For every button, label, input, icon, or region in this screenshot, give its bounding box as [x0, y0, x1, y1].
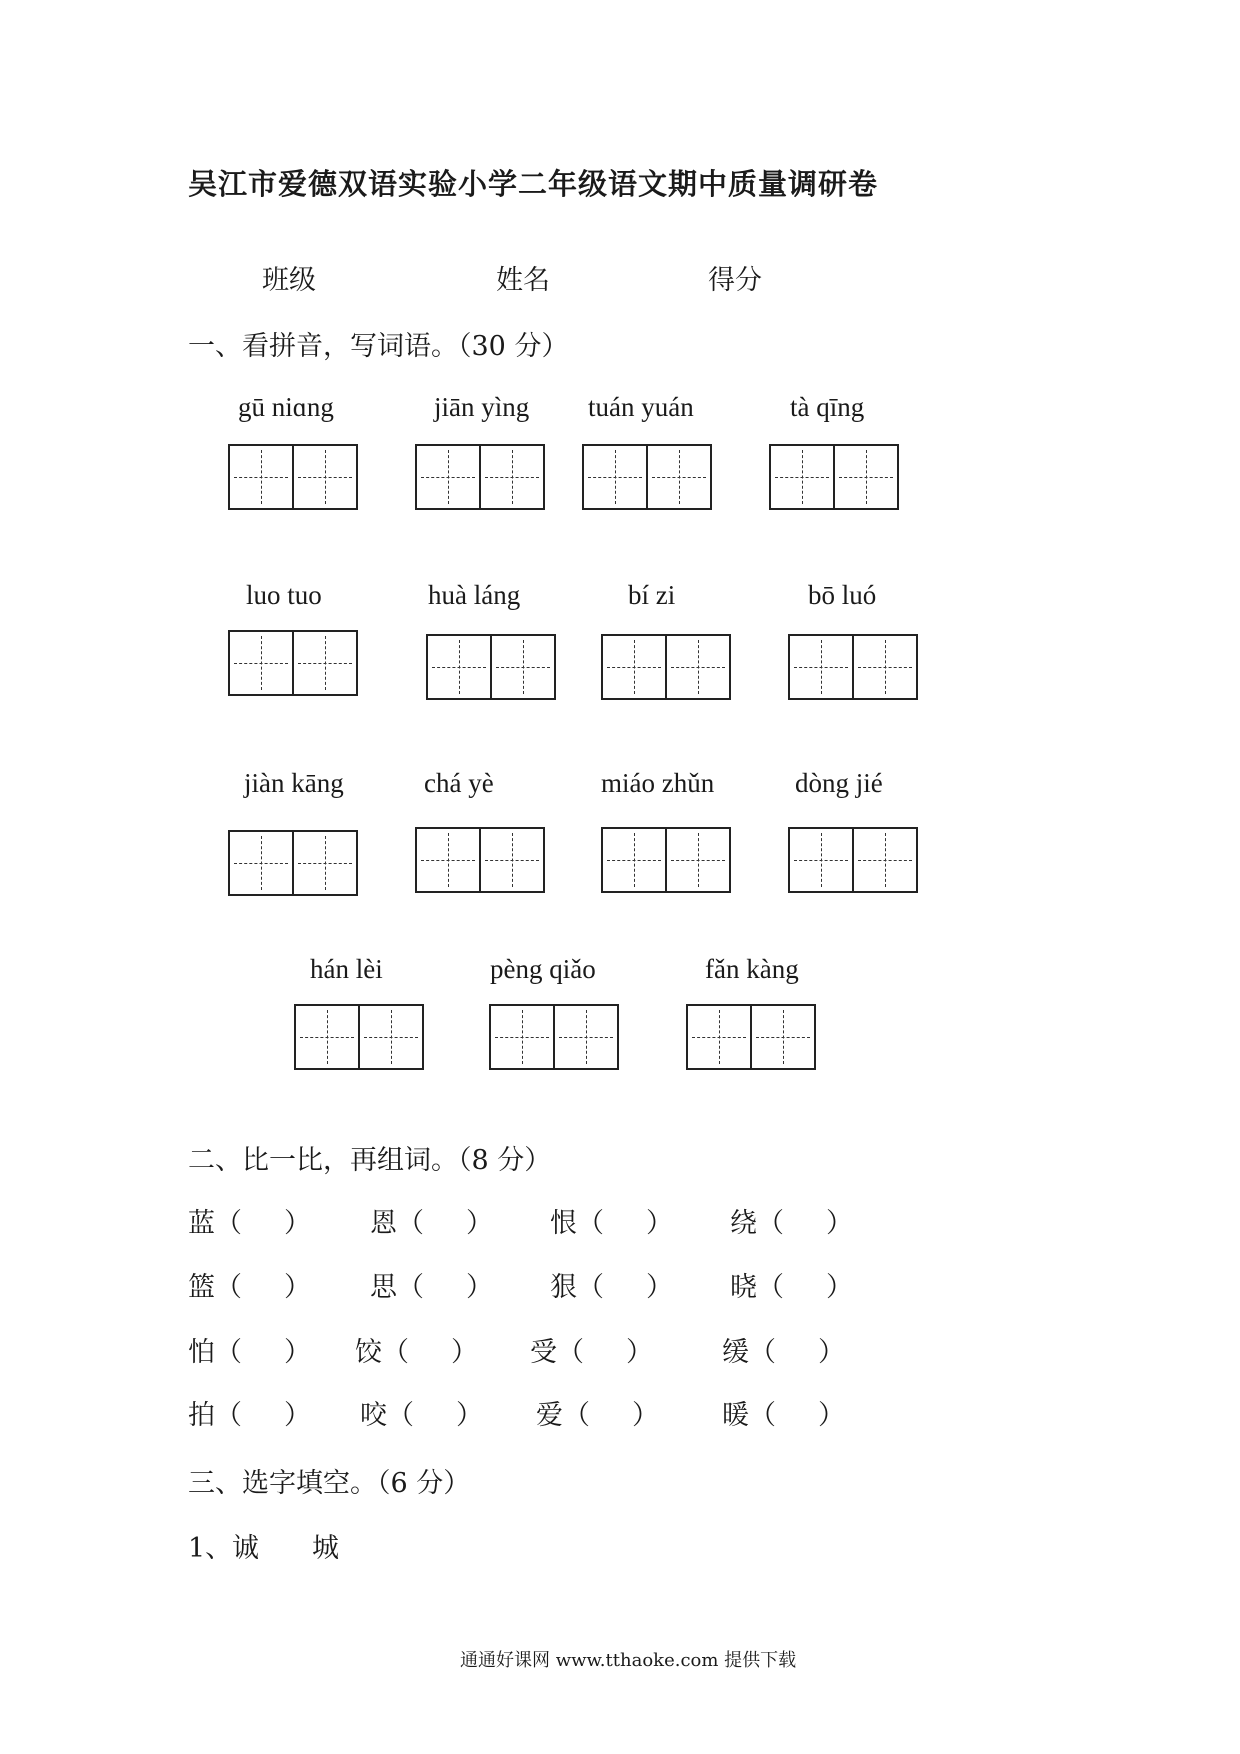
close-paren: ） — [646, 1272, 673, 1303]
writing-grid[interactable] — [788, 634, 918, 700]
compare-item — [188, 1265, 311, 1304]
open-paren: （ — [215, 1337, 242, 1368]
character-box[interactable] — [481, 827, 545, 893]
open-paren: （ — [397, 1272, 424, 1303]
writing-grid[interactable] — [415, 444, 545, 510]
character-box[interactable] — [854, 827, 918, 893]
section3-heading: 三、选字填空。（6 分） — [188, 1468, 471, 1499]
character-box[interactable] — [752, 1004, 816, 1070]
character-box[interactable] — [686, 1004, 752, 1070]
compare-char: 恩 — [370, 1208, 397, 1239]
writing-grid[interactable] — [415, 827, 545, 893]
pinyin-label: jiàn kāng — [244, 768, 344, 798]
writing-grid[interactable] — [228, 630, 358, 696]
compare-char: 篮 — [188, 1272, 215, 1303]
compare-item — [530, 1330, 653, 1369]
compare-item — [550, 1265, 673, 1304]
compare-item — [536, 1393, 659, 1432]
close-paren: ） — [284, 1400, 311, 1431]
character-box[interactable] — [667, 634, 731, 700]
writing-grid[interactable] — [601, 634, 731, 700]
writing-grid[interactable] — [426, 634, 556, 700]
pinyin-label: jiān yìng — [434, 392, 530, 422]
choice-char: 城 — [312, 1533, 339, 1564]
writing-grid[interactable] — [686, 1004, 816, 1070]
compare-char: 绕 — [730, 1208, 757, 1239]
character-box[interactable] — [294, 630, 358, 696]
character-box[interactable] — [835, 444, 899, 510]
compare-char: 暖 — [722, 1400, 749, 1431]
writing-grid[interactable] — [228, 830, 358, 896]
open-paren: （ — [577, 1272, 604, 1303]
page-title: 吴江市爱德双语实验小学二年级语文期中质量调研卷 — [188, 167, 879, 201]
character-box[interactable] — [228, 630, 294, 696]
open-paren: （ — [749, 1400, 776, 1431]
score-label: 得分 — [708, 265, 762, 296]
section2-heading: 二、比一比，再组词。（8 分） — [188, 1145, 552, 1176]
close-paren: ） — [826, 1272, 853, 1303]
compare-item — [722, 1393, 845, 1432]
character-box[interactable] — [489, 1004, 555, 1070]
character-box[interactable] — [667, 827, 731, 893]
close-paren: ） — [284, 1272, 311, 1303]
writing-grid[interactable] — [788, 827, 918, 893]
compare-item — [188, 1393, 311, 1432]
compare-char: 思 — [370, 1272, 397, 1303]
open-paren: （ — [757, 1272, 784, 1303]
character-box[interactable] — [788, 634, 854, 700]
character-box[interactable] — [294, 444, 358, 510]
close-paren: ） — [626, 1337, 653, 1368]
writing-grid[interactable] — [489, 1004, 619, 1070]
compare-char: 咬 — [360, 1400, 387, 1431]
close-paren: ） — [456, 1400, 483, 1431]
open-paren: （ — [749, 1337, 776, 1368]
pinyin-label: chá yè — [424, 768, 494, 798]
open-paren: （ — [382, 1337, 409, 1368]
pinyin-label: luo tuo — [246, 580, 322, 610]
compare-char: 狠 — [550, 1272, 577, 1303]
pinyin-label: bí zi — [628, 580, 676, 610]
character-box[interactable] — [415, 444, 481, 510]
compare-char: 晓 — [730, 1272, 757, 1303]
character-box[interactable] — [582, 444, 648, 510]
writing-grid[interactable] — [294, 1004, 424, 1070]
pinyin-label: huà láng — [428, 580, 521, 610]
character-box[interactable] — [360, 1004, 424, 1070]
compare-char: 受 — [530, 1337, 557, 1368]
writing-grid[interactable] — [582, 444, 712, 510]
compare-char: 缓 — [722, 1337, 749, 1368]
class-label: 班级 — [262, 265, 316, 296]
compare-item — [360, 1393, 483, 1432]
name-label: 姓名 — [496, 265, 550, 296]
character-box[interactable] — [648, 444, 712, 510]
open-paren: （ — [215, 1272, 242, 1303]
character-box[interactable] — [601, 634, 667, 700]
close-paren: ） — [284, 1337, 311, 1368]
close-paren: ） — [632, 1400, 659, 1431]
open-paren: （ — [397, 1208, 424, 1239]
pinyin-label: hán lèi — [310, 954, 383, 984]
compare-item — [355, 1330, 478, 1369]
character-box[interactable] — [294, 830, 358, 896]
close-paren: ） — [646, 1208, 673, 1239]
compare-item — [550, 1201, 673, 1240]
close-paren: ） — [466, 1272, 493, 1303]
footer-credit: 通通好课网 www.tthaoke.com 提供下载 — [460, 1650, 797, 1671]
open-paren: （ — [557, 1337, 584, 1368]
compare-char: 爱 — [536, 1400, 563, 1431]
pinyin-label: pèng qiǎo — [490, 954, 596, 984]
close-paren: ） — [818, 1337, 845, 1368]
section1-heading: 一、看拼音，写词语。（30 分） — [188, 331, 569, 362]
pinyin-label: tuán yuán — [588, 392, 694, 422]
compare-char: 蓝 — [188, 1208, 215, 1239]
close-paren: ） — [466, 1208, 493, 1239]
character-box[interactable] — [228, 444, 294, 510]
character-box[interactable] — [601, 827, 667, 893]
open-paren: （ — [563, 1400, 590, 1431]
character-box[interactable] — [788, 827, 854, 893]
character-box[interactable] — [415, 827, 481, 893]
pinyin-label: gū niɑng — [238, 392, 334, 422]
pinyin-label: miáo zhǔn — [601, 768, 715, 798]
compare-item — [370, 1265, 493, 1304]
character-box[interactable] — [769, 444, 835, 510]
pinyin-label: dòng jié — [795, 768, 883, 798]
pinyin-label: bō luó — [808, 580, 877, 610]
pinyin-label: fǎn kàng — [705, 954, 799, 984]
compare-char: 拍 — [188, 1400, 215, 1431]
compare-item — [188, 1330, 311, 1369]
open-paren: （ — [215, 1400, 242, 1431]
close-paren: ） — [826, 1208, 853, 1239]
character-box[interactable] — [426, 634, 492, 700]
open-paren: （ — [387, 1400, 414, 1431]
character-box[interactable] — [228, 830, 294, 896]
choice-char: 诚 — [232, 1533, 259, 1564]
compare-char: 怕 — [188, 1337, 215, 1368]
character-box[interactable] — [294, 1004, 360, 1070]
compare-char: 饺 — [355, 1337, 382, 1368]
open-paren: （ — [215, 1208, 242, 1239]
open-paren: （ — [577, 1208, 604, 1239]
character-box[interactable] — [854, 634, 918, 700]
compare-item — [722, 1330, 845, 1369]
writing-grid[interactable] — [601, 827, 731, 893]
compare-item — [370, 1201, 493, 1240]
close-paren: ） — [451, 1337, 478, 1368]
pinyin-label: tà qīng — [790, 392, 865, 422]
close-paren: ） — [284, 1208, 311, 1239]
writing-grid[interactable] — [769, 444, 899, 510]
character-box[interactable] — [555, 1004, 619, 1070]
character-box[interactable] — [492, 634, 556, 700]
compare-item — [188, 1201, 311, 1240]
writing-grid[interactable] — [228, 444, 358, 510]
compare-char: 恨 — [550, 1208, 577, 1239]
question-number: 1、 — [188, 1533, 233, 1564]
close-paren: ） — [818, 1400, 845, 1431]
compare-item — [730, 1201, 853, 1240]
compare-item — [730, 1265, 853, 1304]
character-box[interactable] — [481, 444, 545, 510]
open-paren: （ — [757, 1208, 784, 1239]
